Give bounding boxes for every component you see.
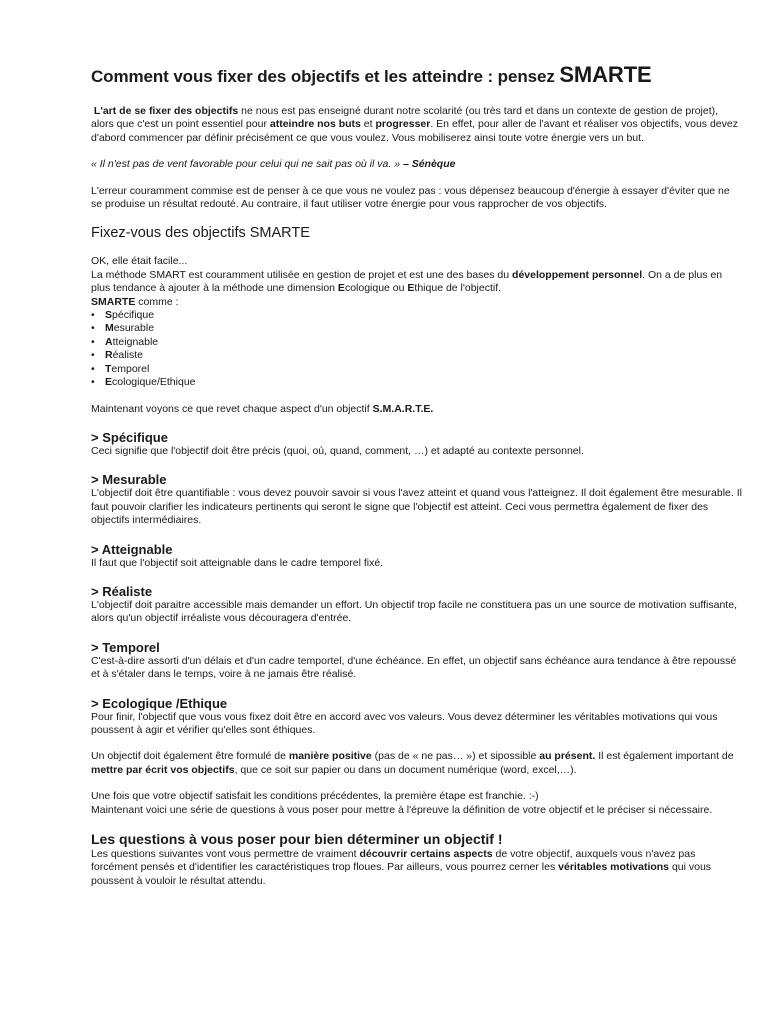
now-bold: S.M.A.R.T.E. — [372, 402, 434, 415]
smarte-bold: SMARTE — [91, 295, 136, 308]
now-line — [91, 403, 743, 416]
now-text: Maintenant voyons ce que revet chaque aspect d'un objectif — [91, 402, 373, 415]
section-heading-smarte: Fixez-vous des objectifs SMARTE — [91, 225, 310, 242]
positive-text-1: Un objectif doit également être formulé de — [91, 750, 289, 763]
questions-bold-2: véritables motivations — [558, 861, 670, 874]
list-item — [91, 309, 743, 322]
intro-bold-2: atteindre nos buts — [269, 118, 361, 131]
questions-bold-1: découvrir certains aspects — [359, 848, 493, 860]
intro-text-3: . En effet, pour aller de l'avant et réaliser vos objectifs, vous devez d'abord commencer par définir précisément ce que vous voulez. Vous mobiliserez ainsi toute votre énergie vers un but. — [91, 118, 738, 144]
list-item-rest: tteignable — [112, 335, 159, 348]
ok-line: OK, elle était facile... — [91, 255, 188, 268]
positive-bold-1: manière positive — [288, 750, 372, 763]
list-item-rest: cologique/Ethique — [112, 376, 196, 389]
text-realiste: L'objectif doit paraitre accessible mais demander un effort. Un objectif trop facile ne constituera pas un une source de motivation suffisante, alors qu'un objectif irréaliste vous découragera d'entrée. — [91, 598, 737, 625]
intro-bold-1: L'art de se fixer des objectifs — [93, 105, 239, 117]
questions-intro-line: Maintenant voici une série de questions à vous poser pour mettre à l'épreuve la définition de votre objectif et le préciser si nécessaire. — [91, 803, 713, 816]
quote-author: – Sénèque — [402, 158, 456, 171]
text-mesurable: L'objectif doit être quantifiable : vous devez pouvoir savoir si vous l'avez atteint et quand vous l'atteignez. Il doit également être mesurable. Il faut pouvoir clarifier les indicateurs pertinents qui seront le signe que l'objectif est atteint. Ceci vous permettra également de fixer des objectifs intermédiaires. — [91, 487, 742, 527]
smarte-list — [91, 309, 743, 389]
heading-realiste: > Réaliste — [91, 583, 153, 599]
list-item-rest: pécifique — [112, 309, 155, 322]
list-item — [91, 349, 743, 362]
section-heading-questions: Les questions à vous poser pour bien déterminer un objectif ! — [91, 831, 503, 847]
method-letter-e2: E — [407, 282, 415, 295]
list-item-letter: R — [105, 349, 113, 362]
text-atteignable: Il faut que l'objectif soit atteignable dans le cadre temporel fixé. — [91, 556, 384, 569]
questions-text-1: Les questions suivantes vont vous permettre de vraiment — [91, 848, 360, 860]
list-item-rest: esurable — [113, 322, 155, 335]
list-item-rest: emporel — [111, 362, 150, 375]
questions-paragraph — [91, 848, 743, 888]
page-title-main: Comment vous fixer des objectifs et les atteindre : pensez — [91, 67, 560, 86]
text-temporel: C'est-à-dire assorti d'un délais et d'un cadre temportel, d'une échéance. En effet, un objectif sans échéance aura tendance à être repoussé et à s'étaler dans le temps, voire à ne jamais être réalisé. — [91, 654, 737, 681]
positive-text-3: Il est également important de — [595, 750, 734, 763]
document-content — [91, 60, 743, 888]
list-item — [91, 376, 743, 389]
method-bold: développement personnel — [512, 268, 643, 281]
list-item-letter: A — [105, 335, 113, 348]
list-item-letter: M — [105, 322, 114, 335]
positive-paragraph — [91, 750, 743, 777]
list-item — [91, 336, 743, 349]
positive-bold-3: mettre par écrit vos objectifs — [91, 763, 235, 776]
smarte-text: comme : — [135, 295, 179, 308]
intro-text-1: ne nous est pas enseigné durant notre scolarité (ou très tard et dans un contexte de gestion de projet), alors que c'est un point essentiel pour — [91, 105, 719, 131]
list-item — [91, 322, 743, 335]
questions-text-3: qui vous poussent à vouloir le résultat attendu. — [91, 861, 712, 887]
method-letter-e1: E — [337, 282, 345, 295]
page-title-emphasis: SMARTE — [559, 62, 652, 87]
heading-atteignable: > Atteignable — [91, 541, 173, 557]
text-ecologique: Pour finir, l'objectif que vous vous fixez doit être en accord avec vos valeurs. Vous devez déterminer les véritables motivations qui vous poussent à agir et vérifier qu'elles sont éthiques. — [91, 710, 718, 736]
positive-bold-2: au présent. — [539, 750, 596, 763]
method-text-2: . On a de plus en plus tendance à ajouter à la méthode une dimension — [91, 268, 723, 295]
method-paragraph — [91, 269, 743, 296]
quote-paragraph — [91, 158, 743, 171]
heading-temporel: > Temporel — [91, 639, 160, 655]
method-text-3: cologique ou — [344, 282, 408, 295]
positive-text-2: (pas de « ne pas… ») et sipossible — [371, 750, 540, 763]
quote-text: « Il n'est pas de vent favorable pour celui qui ne sait pas où il va. » — [91, 158, 403, 171]
heading-mesurable: > Mesurable — [91, 472, 167, 488]
page-title — [91, 60, 743, 92]
text-specifique: Ceci signifie que l'objectif doit être précis (quoi, où, quand, comment, …) et adapté au contexte personnel. — [91, 444, 584, 457]
heading-specifique: > Spécifique — [91, 429, 168, 445]
positive-text-4: , que ce soit sur papier ou dans un document numérique (word, excel,…). — [234, 763, 577, 776]
method-text-4: thique de l'objectif. — [414, 282, 502, 295]
list-item-letter: S — [105, 309, 113, 322]
questions-text-2: de votre objectif, auxquels vous n'avez pas forcément pensés et d'identifier les caractéristiques trop floues. Par ailleurs, vous pourrez cerner les — [91, 848, 696, 874]
intro-paragraph — [91, 105, 743, 145]
error-paragraph: L'erreur couramment commise est de penser à ce que vous ne voulez pas : vous dépensez beaucoup d'énergie à essayer d'éviter que ne se produise un résultat redouté. Au contraire, il faut utiliser votre énergie pour vous rapprocher de vos objectifs. — [91, 184, 730, 211]
method-text-1: La méthode SMART est couramment utilisée en gestion de projet et est une des bases du — [91, 268, 513, 281]
smarte-intro-line — [91, 296, 743, 309]
intro-text-2: et — [360, 118, 376, 131]
list-item — [91, 363, 743, 376]
step-line: Une fois que votre objectif satisfait les conditions précédentes, la première étape est franchie. :-) — [91, 790, 539, 803]
list-item-rest: éaliste — [112, 349, 143, 362]
intro-bold-3: progresser — [375, 118, 431, 131]
list-item-letter: T — [105, 362, 112, 375]
heading-ecologique: > Ecologique /Ethique — [91, 695, 228, 711]
list-item-letter: E — [105, 376, 113, 389]
